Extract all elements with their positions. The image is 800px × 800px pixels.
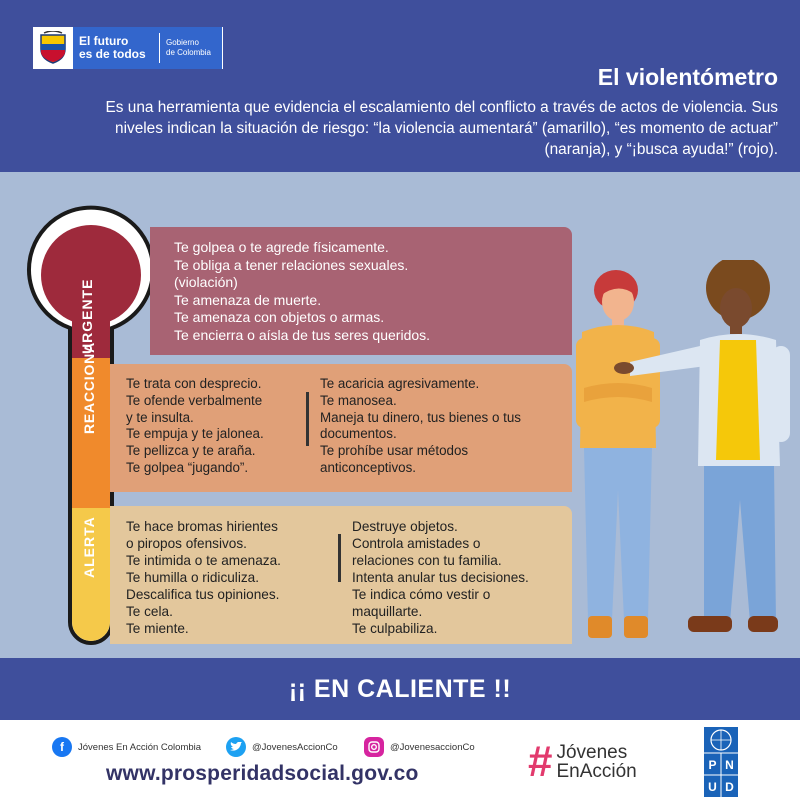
page-title: El violentómetro [597, 64, 778, 90]
column-divider [306, 392, 309, 446]
list-item: Te humilla o ridiculiza. [126, 570, 259, 585]
instagram-handle: @JovenesaccionCo [390, 741, 475, 753]
list-item: y te insulta. [126, 409, 194, 425]
facebook-icon: f [52, 737, 72, 757]
list-item: o piropos ofensivos. [126, 536, 247, 551]
list-item: Te ofende verbalmente [126, 392, 263, 408]
alerta-panel [110, 506, 572, 644]
twitter-icon [226, 737, 246, 757]
instagram-icon [364, 737, 384, 757]
list-item: Te trata con desprecio. [126, 376, 262, 391]
jovenes-en-accion-logo [528, 737, 637, 786]
list-item: Te indica cómo vestir o [352, 587, 491, 602]
gobierno-text: Gobierno de Colombia [166, 38, 211, 57]
main-content [0, 172, 800, 658]
reacciona-panel [110, 364, 572, 492]
pnud-letter: U [708, 780, 717, 794]
twitter-handle: @JovenesAccionCo [252, 741, 338, 753]
list-item: Intenta anular tus decisiones. [352, 570, 529, 585]
urgente-panel [150, 227, 572, 355]
alerta-label: ALERTA [81, 516, 97, 578]
column-divider [338, 534, 341, 582]
footer [0, 720, 800, 800]
list-item: Destruye objetos. [352, 519, 458, 534]
en-caliente-banner [0, 658, 800, 720]
list-item: Te obliga a tener relaciones sexuales. [174, 256, 409, 273]
list-item: Te hace bromas hirientes [126, 519, 278, 534]
en-caliente-text: ¡¡ EN CALIENTE !! [288, 674, 512, 703]
pnud-letter: P [708, 758, 717, 772]
page-subtitle: Es una herramienta que evidencia el escalamiento del conflicto a través de actos de violencia. Sus niveles indican la situación de riesgo: “la violencia aumentará” (amarillo), “es momento de actuar” (naranja), y “¡busca ayuda!” (rojo). [105, 99, 778, 158]
list-item: Descalifica tus opiniones. [126, 587, 280, 602]
colombia-coat-of-arms-icon [33, 27, 73, 69]
reacciona-label: REACCIONA [81, 342, 97, 434]
list-item: Te amenaza de muerte. [174, 291, 322, 308]
list-item: relaciones con tu familia. [352, 553, 502, 568]
list-item: (violación) [174, 274, 238, 290]
list-item: anticonceptivos. [320, 459, 417, 475]
instagram-link[interactable] [364, 737, 475, 757]
alerta-right-column [352, 518, 529, 637]
list-item: Te manosea. [320, 392, 397, 408]
list-item: Te acaricia agresivamente. [320, 376, 480, 391]
facebook-handle: Jóvenes En Acción Colombia [78, 741, 202, 753]
list-item: Te encierra o aísla de tus seres queridos. [174, 326, 431, 343]
jovenes-en-accion-text: Jóvenes EnAcción [556, 742, 637, 782]
list-item: Te amenaza con objetos o armas. [174, 309, 385, 325]
pnud-letter: N [725, 758, 734, 772]
reacciona-right-column [320, 376, 521, 477]
list-item: Te pellizca y te araña. [126, 443, 256, 459]
list-item: documentos. [320, 426, 397, 442]
twitter-link[interactable] [226, 737, 338, 757]
list-item: Te empuja y te jalonea. [126, 426, 264, 442]
list-item: Te cela. [126, 604, 173, 619]
woman-figure-icon [576, 270, 660, 638]
website-link[interactable]: www.prosperidadsocial.gov.co [106, 762, 419, 785]
alerta-left-column [126, 518, 281, 637]
facebook-link[interactable] [52, 737, 201, 757]
pnud-logo [704, 727, 738, 797]
government-logo[interactable] [33, 27, 223, 69]
list-item: Te golpea “jugando”. [126, 459, 249, 475]
list-item: Te miente. [126, 621, 189, 636]
people-illustration [560, 260, 800, 658]
pnud-letter: D [725, 780, 734, 794]
reacciona-left-column [126, 376, 264, 477]
urgente-label: URGENTE [79, 278, 95, 354]
list-item: maquillarte. [352, 604, 423, 619]
list-item: Te golpea o te agrede físicamente. [174, 239, 389, 255]
el-futuro-text: El futuro es de todos [79, 34, 146, 61]
hashtag-icon: # [528, 737, 553, 786]
list-item: Te prohíbe usar métodos [320, 443, 469, 459]
list-item: Te culpabiliza. [352, 621, 438, 636]
list-item: Maneja tu dinero, tus bienes o tus [320, 409, 521, 425]
list-item: Te intimida o te amenaza. [126, 553, 281, 568]
header [0, 0, 800, 172]
list-item: Controla amistades o [352, 536, 481, 551]
